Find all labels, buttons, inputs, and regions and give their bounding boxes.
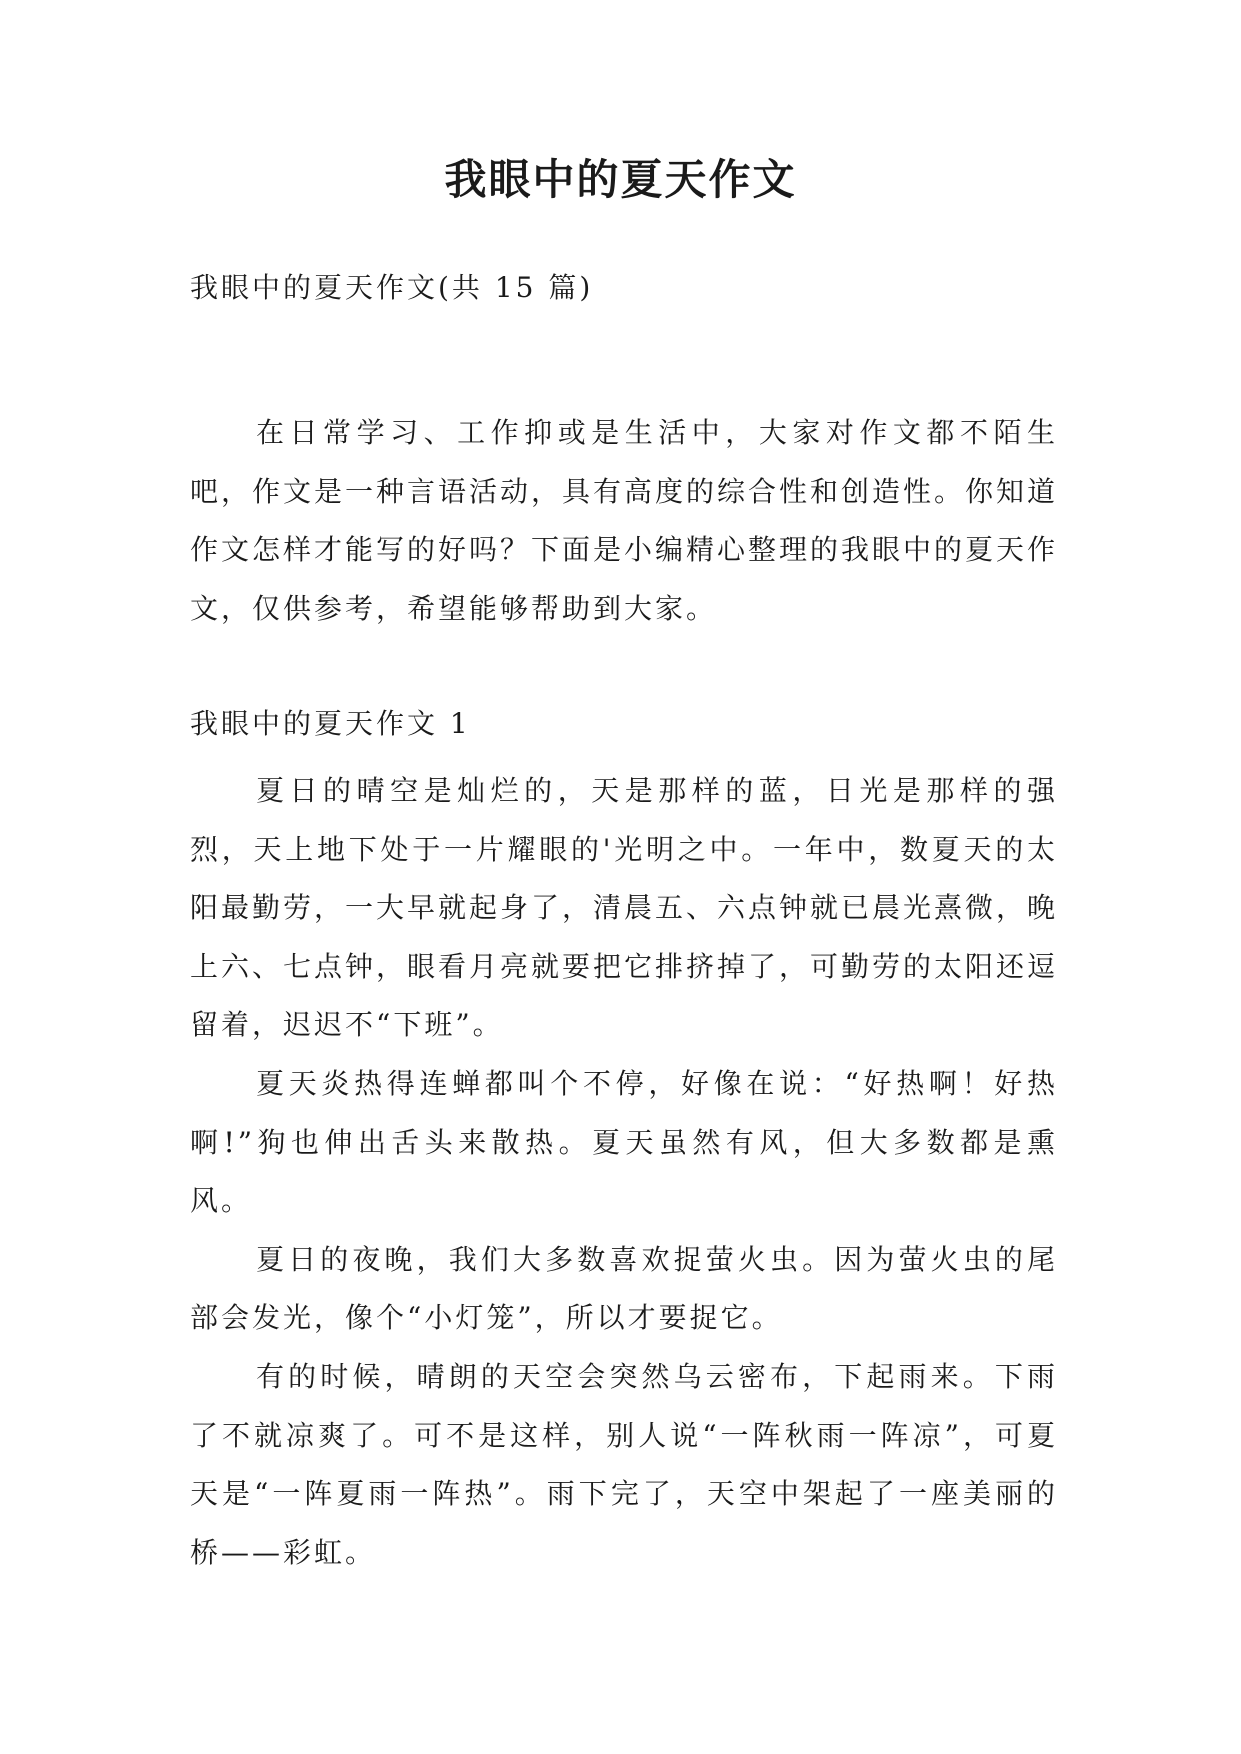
intro-paragraph: 在日常学习、工作抑或是生活中，大家对作文都不陌生吧，作文是一种言语活动，具有高度的综合性和创造性。你知道作文怎样才能写的好吗？下面是小编精心整理的我眼中的夏天作文，仅供参考，希望能够帮助到大家。 [190,416,1059,625]
essay-body [190,762,1058,1582]
document-subtitle: 我眼中的夏天作文(共 15 篇) [190,271,594,304]
essay-paragraph: 有的时候，晴朗的天空会突然乌云密布，下起雨来。下雨了不就凉爽了。可不是这样，别人说“一阵秋雨一阵凉”，可夏天是“一阵夏雨一阵热”。雨下完了，天空中架起了一座美丽的桥——彩虹。 [190,1359,1058,1569]
document-title: 我眼中的夏天作文 [444,155,797,204]
essay-paragraph: 夏天炎热得连蝉都叫个不停，好像在说：“好热啊！好热啊!”狗也伸出舌头来散热。夏天虽然有风，但大多数都是熏风。 [190,1066,1058,1218]
section-heading-block [190,704,1058,744]
section-heading: 我眼中的夏天作文 1 [190,707,471,740]
essay-paragraph: 夏日的夜晚，我们大多数喜欢捉萤火虫。因为萤火虫的尾部会发光，像个“小灯笼”，所以才要捉它。 [190,1242,1058,1335]
essay-paragraph: 夏日的晴空是灿烂的，天是那样的蓝，日光是那样的强烈，天上地下处于一片耀眼的'光明之中。一年中，数夏天的太阳最勤劳，一大早就起身了，清晨五、六点钟就已晨光熹微，晚上六、七点钟，眼看月亮就要把它排挤掉了，可勤劳的太阳还逗留着，迟迟不“下班”。 [190,774,1059,1042]
intro-block [190,404,1058,638]
